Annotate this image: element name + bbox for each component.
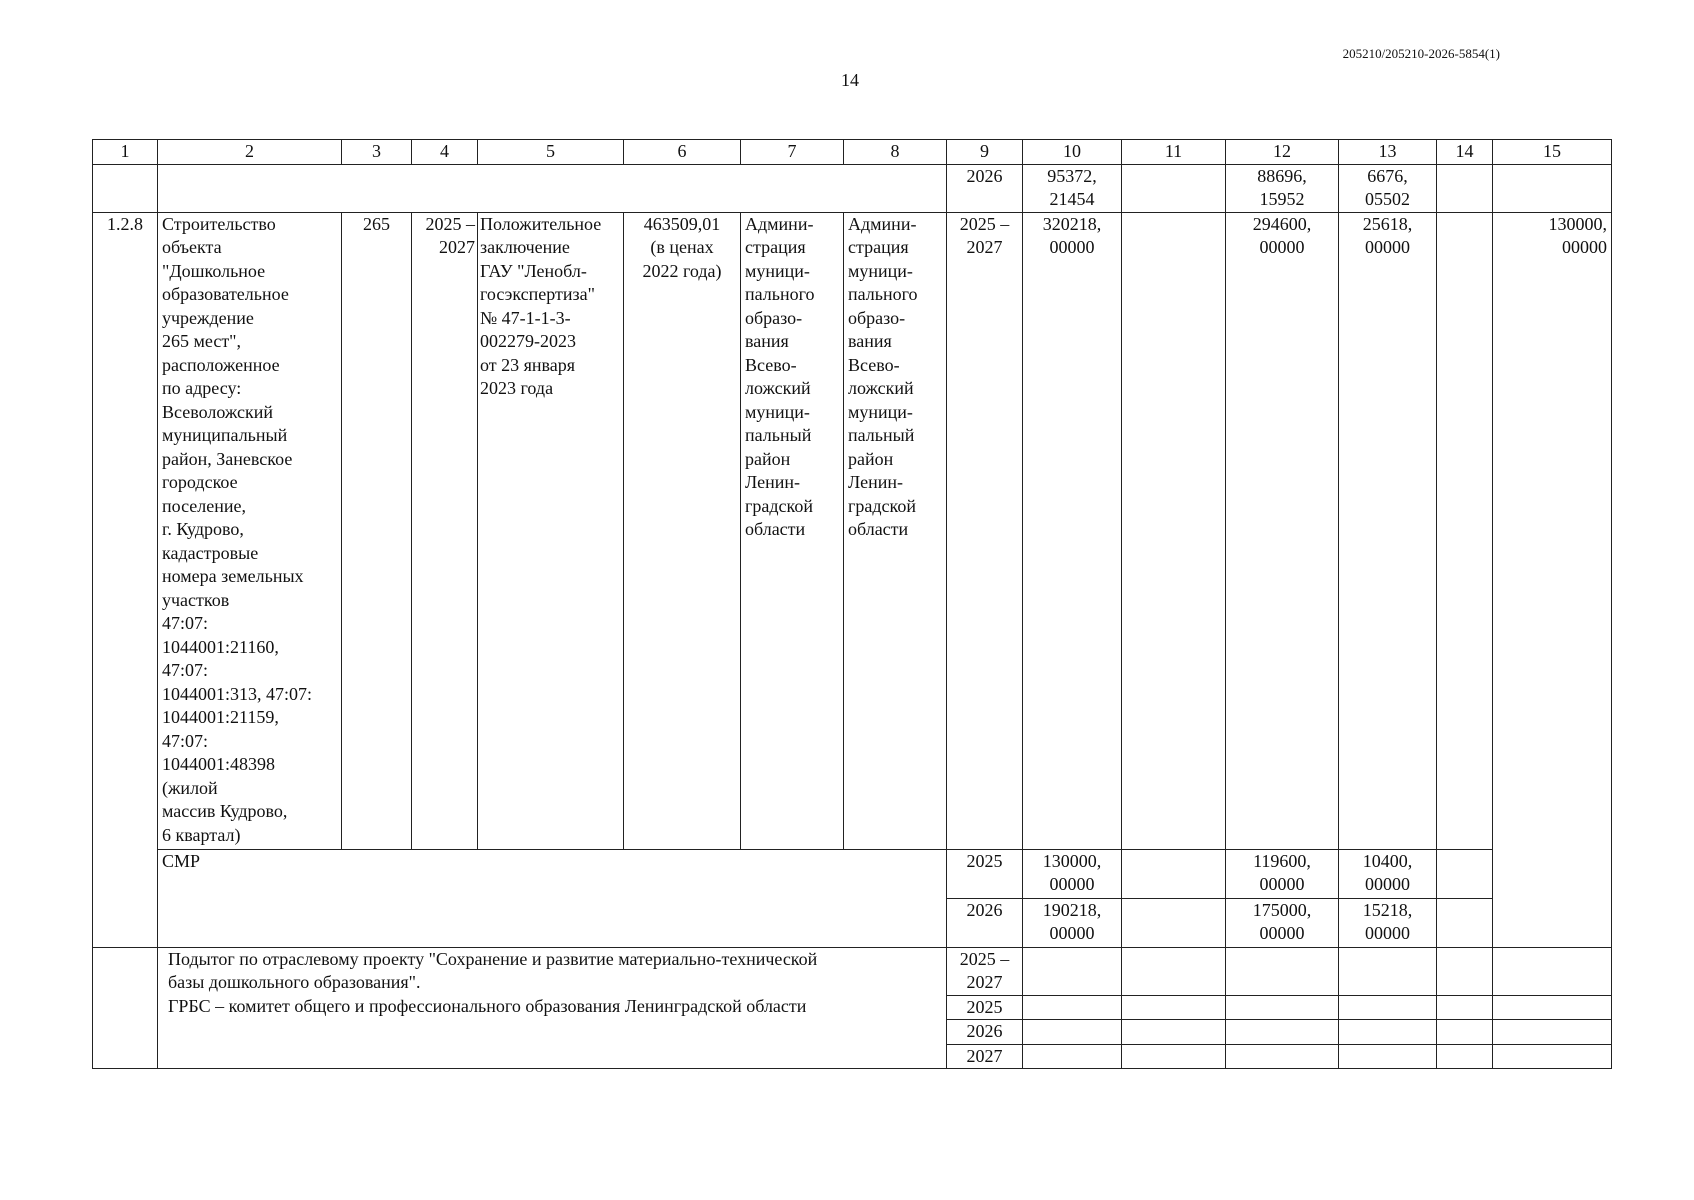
cell-empty (1122, 947, 1226, 995)
cell-empty (1339, 1020, 1437, 1045)
item-number: 1.2.8 (93, 212, 158, 947)
cell-empty (1226, 1044, 1339, 1069)
col-header: 3 (342, 140, 412, 165)
col-header: 8 (844, 140, 947, 165)
continued-row (93, 164, 1612, 212)
col-header: 14 (1437, 140, 1493, 165)
document-id: 205210/205210-2026-5854(1) (1342, 46, 1500, 61)
page-number: 14 (841, 70, 859, 90)
item-name: Строительство объекта "Дошкольное образовательное учреждение 265 мест", расположенное по адресу: Всеволожский муниципальный район, Заневское городское поселение, г. Кудрово, кадастровые номера земельных участков 47:07: 1044001:21160, 47:07: 1044001:313, 47:07: 1044001:21159, 47:07: 1044001:48398 (жилой массив Кудрово, 6 квартал) (158, 212, 342, 849)
cell-empty (1493, 164, 1612, 212)
item-local: 25618, 00000 (1339, 212, 1437, 849)
cell-empty (1493, 995, 1612, 1020)
item-period: 2025 – 2027 (412, 212, 478, 849)
cell-empty (1493, 1020, 1612, 1045)
cell-empty (1226, 947, 1339, 995)
cell-empty (1122, 849, 1226, 898)
col-header: 4 (412, 140, 478, 165)
item-year: 2025 – 2027 (947, 212, 1023, 849)
subtotal-year: 2025 (947, 995, 1023, 1020)
smr-row (93, 849, 1612, 898)
cell-empty (1339, 995, 1437, 1020)
cell-empty (1122, 164, 1226, 212)
item-developer: Админи- страция муници- пального образо- вания Всево- ложский муници- пальный район Ленин- градской области (844, 212, 947, 849)
cell-empty (1437, 1020, 1493, 1045)
cell-empty (158, 164, 947, 212)
item-cost: 463509,01 (в ценах 2022 года) (624, 212, 741, 849)
col-header: 11 (1122, 140, 1226, 165)
subtotal-year: 2027 (947, 1044, 1023, 1069)
smr-local: 15218, 00000 (1339, 898, 1437, 947)
col-header: 2 (158, 140, 342, 165)
cell-empty (1493, 1044, 1612, 1069)
smr-local: 10400, 00000 (1339, 849, 1437, 898)
cell-empty (1122, 1044, 1226, 1069)
smr-regional: 119600, 00000 (1226, 849, 1339, 898)
item-row (93, 212, 1612, 849)
smr-total: 190218, 00000 (1023, 898, 1122, 947)
item-col15: 130000, 00000 (1493, 212, 1612, 947)
smr-total: 130000, 00000 (1023, 849, 1122, 898)
cell-empty (93, 164, 158, 212)
cell-empty (1023, 947, 1122, 995)
cell-empty (1437, 849, 1493, 898)
col-header: 13 (1339, 140, 1437, 165)
subtotal-year: 2026 (947, 1020, 1023, 1045)
item-capacity: 265 (342, 212, 412, 849)
year-cell: 2026 (947, 164, 1023, 212)
col-header: 10 (1023, 140, 1122, 165)
cell-empty (1437, 212, 1493, 849)
item-conclusion: Положительное заключение ГАУ "Ленобл- госэкспертиза" № 47-1-1-3- 002279-2023 от 23 января 2023 года (478, 212, 624, 849)
cell-empty (1226, 995, 1339, 1020)
col-header: 7 (741, 140, 844, 165)
item-regional: 294600, 00000 (1226, 212, 1339, 849)
smr-regional: 175000, 00000 (1226, 898, 1339, 947)
cell-empty (1437, 947, 1493, 995)
col-header: 12 (1226, 140, 1339, 165)
cell-empty (1023, 995, 1122, 1020)
col-header: 15 (1493, 140, 1612, 165)
column-numbers-row (93, 140, 1612, 165)
cell-empty (1023, 1020, 1122, 1045)
cell-empty (1339, 1044, 1437, 1069)
cell-empty (1122, 995, 1226, 1020)
cell-empty (1339, 947, 1437, 995)
budget-table (92, 139, 1612, 1069)
item-customer: Админи- страция муници- пального образо- вания Всево- ложский муници- пальный район Ленин- градской области (741, 212, 844, 849)
subtotal-year: 2025 – 2027 (947, 947, 1023, 995)
col-header: 5 (478, 140, 624, 165)
subtotal-text: Подытог по отраслевому проекту "Сохранение и развитие материально-технической базы дошкольного образования". ГРБС – комитет общего и профессионального образования Ленинградской области (158, 947, 947, 1069)
cell-empty (1437, 995, 1493, 1020)
subtotal-row (93, 947, 1612, 995)
cell-empty (1437, 898, 1493, 947)
cell-empty (1122, 898, 1226, 947)
cell-empty (1437, 1044, 1493, 1069)
cell-empty (1493, 947, 1612, 995)
cell-empty (1122, 1020, 1226, 1045)
col-header: 9 (947, 140, 1023, 165)
col-header: 6 (624, 140, 741, 165)
cell-empty (1122, 212, 1226, 849)
cell-empty (1437, 164, 1493, 212)
cell-empty (93, 947, 158, 1069)
regional-cell: 88696, 15952 (1226, 164, 1339, 212)
total-cell: 95372, 21454 (1023, 164, 1122, 212)
cell-empty (1023, 1044, 1122, 1069)
local-cell: 6676, 05502 (1339, 164, 1437, 212)
cell-empty (1226, 1020, 1339, 1045)
smr-year: 2026 (947, 898, 1023, 947)
item-total: 320218, 00000 (1023, 212, 1122, 849)
col-header: 1 (93, 140, 158, 165)
smr-year: 2025 (947, 849, 1023, 898)
smr-label: СМР (158, 849, 947, 947)
